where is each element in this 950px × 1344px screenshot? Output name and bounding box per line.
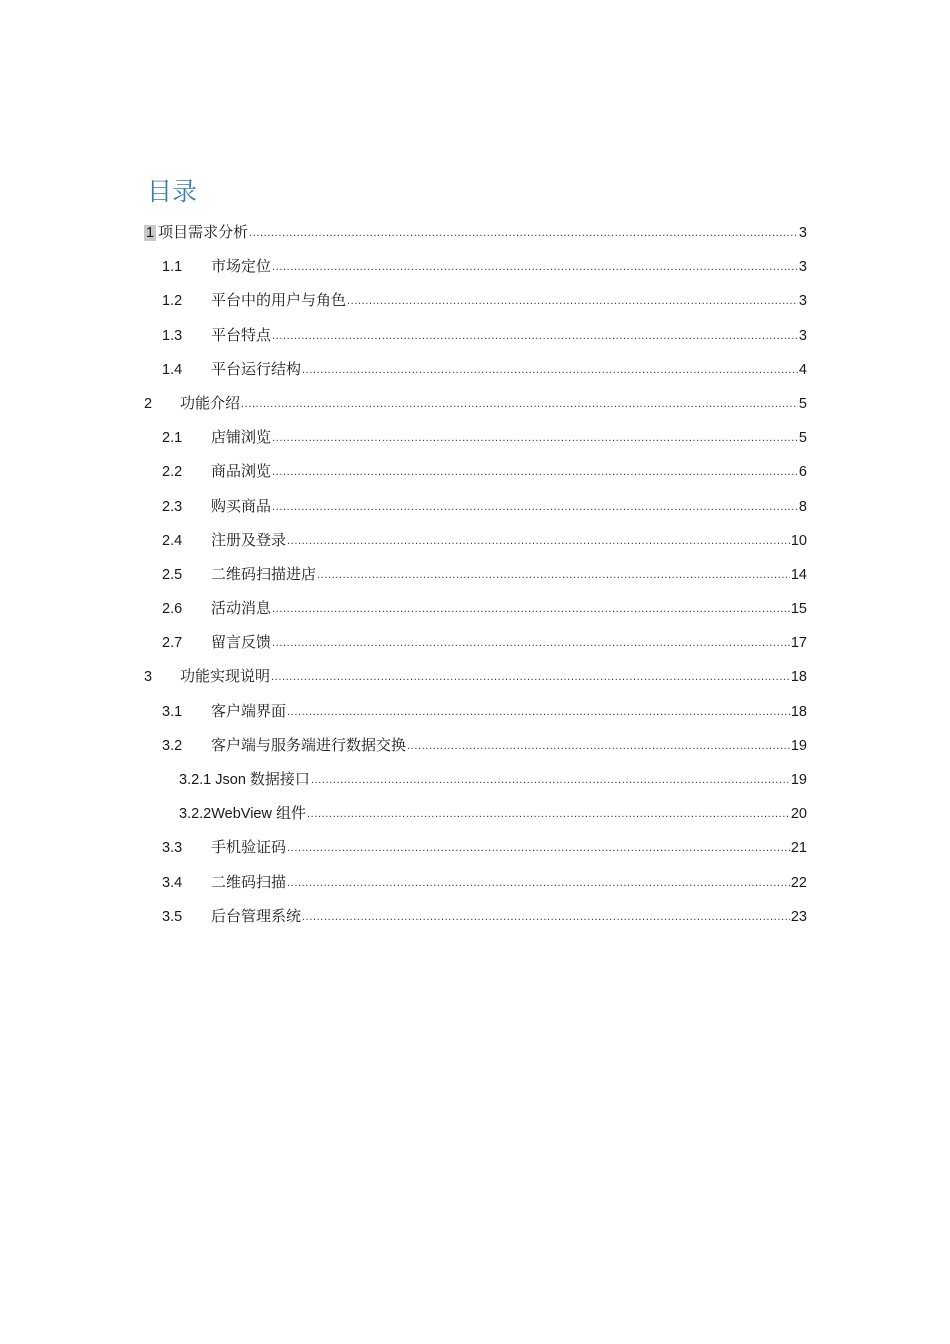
toc-entry-1-2[interactable] [144, 283, 807, 317]
toc-entry-page: 6 [798, 464, 807, 481]
dot-leader [272, 317, 798, 353]
toc-entry-page: 10 [790, 532, 807, 549]
toc-entry-2-1[interactable] [144, 420, 807, 454]
toc-entry-text: 后台管理系统 [211, 906, 302, 925]
toc-entry-number: 3.5 [162, 908, 183, 925]
toc-entry-page: 14 [790, 566, 807, 583]
dot-leader [317, 556, 790, 592]
toc-entry-text: 平台特点 [211, 325, 272, 344]
toc-entry-text: 留言反馈 [211, 633, 272, 652]
toc-entry-number: 3.2.2WebView [179, 806, 272, 823]
dot-leader [272, 624, 790, 660]
toc-entry-1-4[interactable] [144, 352, 807, 386]
toc-entry-page: 19 [790, 737, 807, 754]
toc-entry-number: 3.4 [162, 874, 183, 891]
toc-entry-3-3[interactable] [144, 830, 807, 864]
dot-leader [272, 419, 798, 455]
toc-entry-text: 平台中的用户与角色 [211, 291, 347, 310]
toc-entry-page: 4 [798, 361, 807, 378]
toc-entry-1-1[interactable] [144, 249, 807, 283]
toc-entry-number: 2.3 [162, 498, 183, 515]
toc-entry-2-3[interactable] [144, 489, 807, 523]
toc-entry-text: 商品浏览 [211, 462, 272, 481]
toc-entry-number: 1 [146, 225, 155, 241]
toc-entry-text: 项目需求分析 [158, 223, 249, 241]
toc-entry-number: 2 [144, 395, 153, 412]
toc-entry-number: 3.3 [162, 840, 183, 857]
toc-entry-3-2-1[interactable] [144, 762, 807, 796]
toc-entry-3-2-2[interactable] [144, 796, 807, 830]
toc-entry-page: 17 [790, 635, 807, 652]
toc-entry-2[interactable] [144, 386, 807, 420]
toc-entry-number: 1.3 [162, 327, 183, 344]
toc-entry-page: 8 [798, 498, 807, 515]
toc-entry-3-5[interactable] [144, 899, 807, 933]
toc-entry-page: 18 [790, 669, 807, 686]
toc-entry-3-2[interactable] [144, 728, 807, 762]
toc-entry-number: 2.6 [162, 601, 183, 618]
toc-entry-page: 21 [790, 840, 807, 857]
toc-entry-text: 手机验证码 [211, 838, 287, 857]
toc-entry-number: 2.4 [162, 532, 183, 549]
toc-entry-number: 3.1 [162, 703, 183, 720]
toc-entry-2-6[interactable] [144, 591, 807, 625]
dot-leader [241, 385, 798, 421]
toc-entry-2-2[interactable] [144, 454, 807, 488]
toc-entry-text: 注册及登录 [211, 530, 287, 549]
dot-leader [407, 727, 790, 763]
toc-entry-text: 店铺浏览 [211, 428, 272, 447]
dot-leader [287, 829, 790, 865]
toc-entry-text: 客户端与服务端进行数据交换 [211, 735, 407, 754]
toc-entry-page: 3 [798, 225, 807, 241]
toc-entry-page: 19 [790, 772, 807, 788]
toc-entry-3[interactable] [144, 659, 807, 693]
toc-entry-3-4[interactable] [144, 865, 807, 899]
dot-leader [311, 761, 790, 797]
dot-leader [271, 658, 790, 694]
toc-entry-3-1[interactable] [144, 694, 807, 728]
toc-entry-text: 二维码扫描进店 [211, 564, 317, 583]
dot-leader [249, 214, 798, 250]
toc-entry-text: 活动消息 [211, 599, 272, 618]
dot-leader [287, 693, 790, 729]
toc-entry-number: 2.1 [162, 430, 183, 447]
toc-entry-2-4[interactable] [144, 523, 807, 557]
dot-leader [272, 453, 798, 489]
toc-entry-1-3[interactable] [144, 318, 807, 352]
toc-entry-number: 1.4 [162, 361, 183, 378]
toc-entry-page: 5 [798, 430, 807, 447]
toc-entry-2-5[interactable] [144, 557, 807, 591]
toc-entry-page: 18 [790, 703, 807, 720]
dot-leader [302, 351, 798, 387]
toc-entry-1[interactable] [144, 215, 807, 249]
dot-leader [302, 898, 790, 934]
dot-leader [272, 248, 798, 284]
dot-leader [272, 590, 790, 626]
toc-title: 目录 [147, 177, 198, 206]
toc-entry-number: 3.2.1 Json [179, 772, 246, 788]
toc-entry-2-7[interactable] [144, 625, 807, 659]
toc-entry-text: 二维码扫描 [211, 872, 287, 891]
toc-entry-text: 客户端界面 [211, 701, 287, 720]
toc-entry-number: 3.2 [162, 737, 183, 754]
toc-entry-text: 组件 [275, 804, 306, 823]
toc-entry-page: 20 [790, 806, 807, 823]
dot-leader [272, 488, 798, 524]
dot-leader [287, 522, 790, 558]
toc-entry-text: 购买商品 [211, 496, 272, 515]
toc-entry-page: 3 [798, 327, 807, 344]
toc-entry-text: 功能实现说明 [180, 667, 271, 686]
dot-leader [347, 282, 798, 318]
toc-entry-page: 3 [798, 293, 807, 310]
toc-entry-number: 1.1 [162, 259, 183, 276]
toc-entry-page: 3 [798, 259, 807, 276]
toc-entry-text: 市场定位 [211, 257, 272, 276]
toc-entry-text: 数据接口 [249, 770, 310, 788]
toc-entry-page: 22 [790, 874, 807, 891]
toc-entry-number: 2.5 [162, 566, 183, 583]
toc-entry-number: 2.2 [162, 464, 183, 481]
dot-leader [287, 864, 790, 900]
toc-entry-text: 功能介绍 [180, 393, 241, 412]
toc-entry-number: 1.2 [162, 293, 183, 310]
toc-entry-number: 3 [144, 669, 153, 686]
dot-leader [307, 795, 790, 831]
toc-entry-text: 平台运行结构 [211, 359, 302, 378]
toc-entry-page: 5 [798, 395, 807, 412]
toc-entry-page: 23 [790, 908, 807, 925]
table-of-contents [144, 215, 807, 933]
toc-entry-number: 2.7 [162, 635, 183, 652]
toc-entry-page: 15 [790, 601, 807, 618]
